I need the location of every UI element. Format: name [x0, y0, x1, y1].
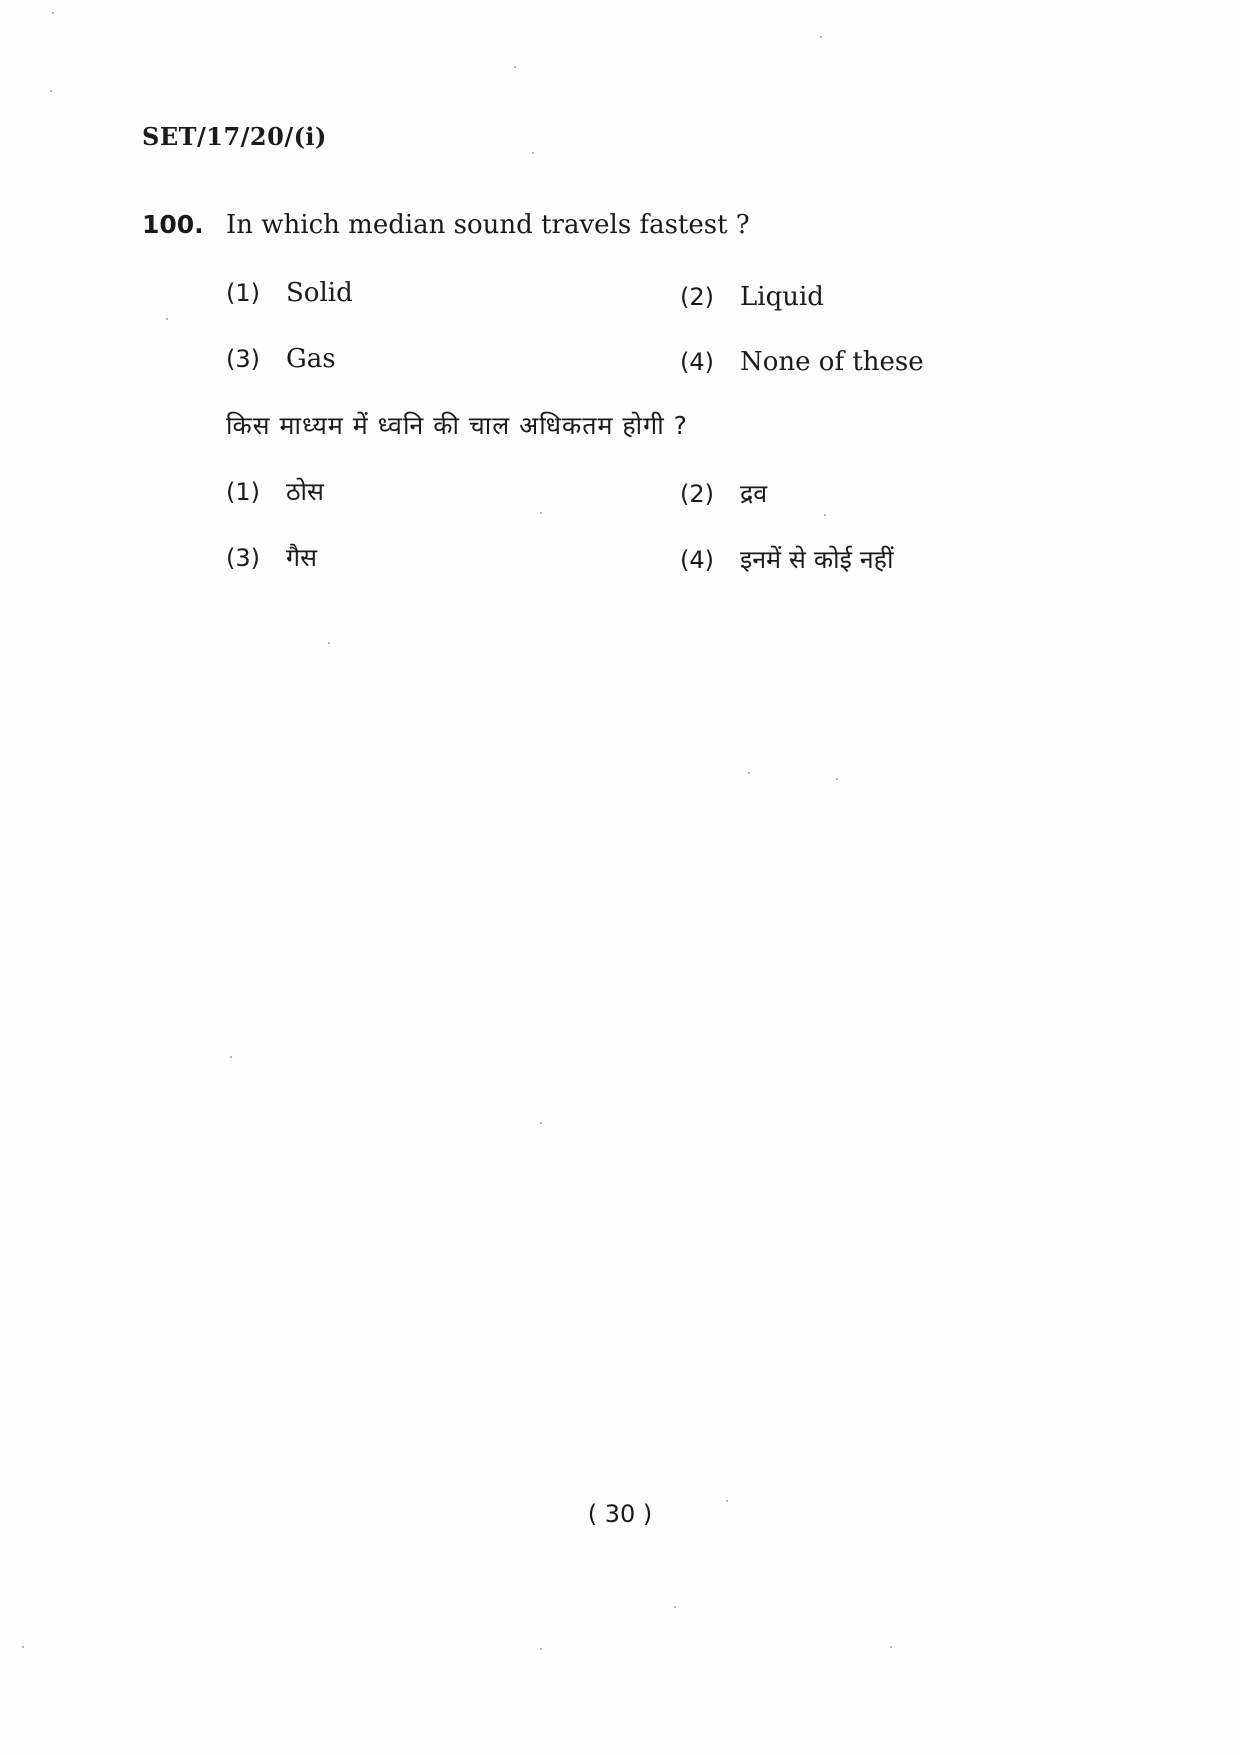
question-text-hindi: किस माध्यम में ध्वनि की चाल अधिकतम होगी ?	[226, 411, 688, 440]
scan-speck	[726, 1500, 728, 1502]
question-block	[142, 210, 1042, 240]
scan-speck	[22, 1646, 24, 1648]
scan-speck	[166, 318, 168, 320]
scan-speck	[532, 152, 534, 154]
option-text: Solid	[286, 278, 353, 308]
scan-speck	[52, 12, 54, 14]
option-number: (3)	[226, 345, 260, 373]
scan-speck	[836, 778, 838, 780]
scan-speck	[514, 66, 516, 68]
question-text-english: In which median sound travels fastest ?	[226, 210, 750, 240]
scan-speck	[824, 514, 826, 516]
option-text: Liquid	[740, 282, 824, 312]
scan-speck	[328, 642, 330, 644]
option-text: इनमें से कोई नहीं	[740, 545, 894, 574]
option-number: (3)	[226, 544, 260, 572]
option-en-2	[680, 282, 824, 312]
scan-speck	[748, 772, 750, 774]
scan-speck	[890, 1646, 892, 1648]
option-hi-1	[226, 474, 324, 508]
option-text: ठोस	[286, 477, 324, 506]
scan-speck	[230, 1056, 232, 1058]
page-number: ( 30 )	[587, 1500, 653, 1528]
option-number: (4)	[680, 348, 714, 376]
scan-speck	[50, 90, 52, 92]
option-number: (2)	[680, 480, 714, 508]
question-row	[142, 210, 1042, 240]
option-en-3	[226, 344, 336, 374]
option-hi-3	[226, 540, 317, 574]
scan-speck	[674, 1606, 676, 1608]
option-hi-4	[680, 542, 893, 576]
option-en-4	[680, 347, 924, 377]
scan-speck	[540, 1648, 542, 1650]
option-text: Gas	[286, 344, 336, 374]
option-number: (4)	[680, 546, 714, 574]
question-number: 100.	[142, 210, 204, 239]
option-text: None of these	[740, 347, 924, 377]
option-text: द्रव	[740, 479, 768, 508]
option-hi-2	[680, 476, 767, 510]
scan-speck	[540, 1122, 542, 1124]
set-code: SET/17/20/(i)	[142, 122, 327, 151]
option-number: (2)	[680, 283, 714, 311]
scan-speck	[540, 512, 542, 514]
option-text: गैस	[286, 543, 317, 572]
scan-speck	[820, 36, 822, 38]
option-number: (1)	[226, 279, 260, 307]
option-number: (1)	[226, 478, 260, 506]
option-en-1	[226, 278, 353, 308]
